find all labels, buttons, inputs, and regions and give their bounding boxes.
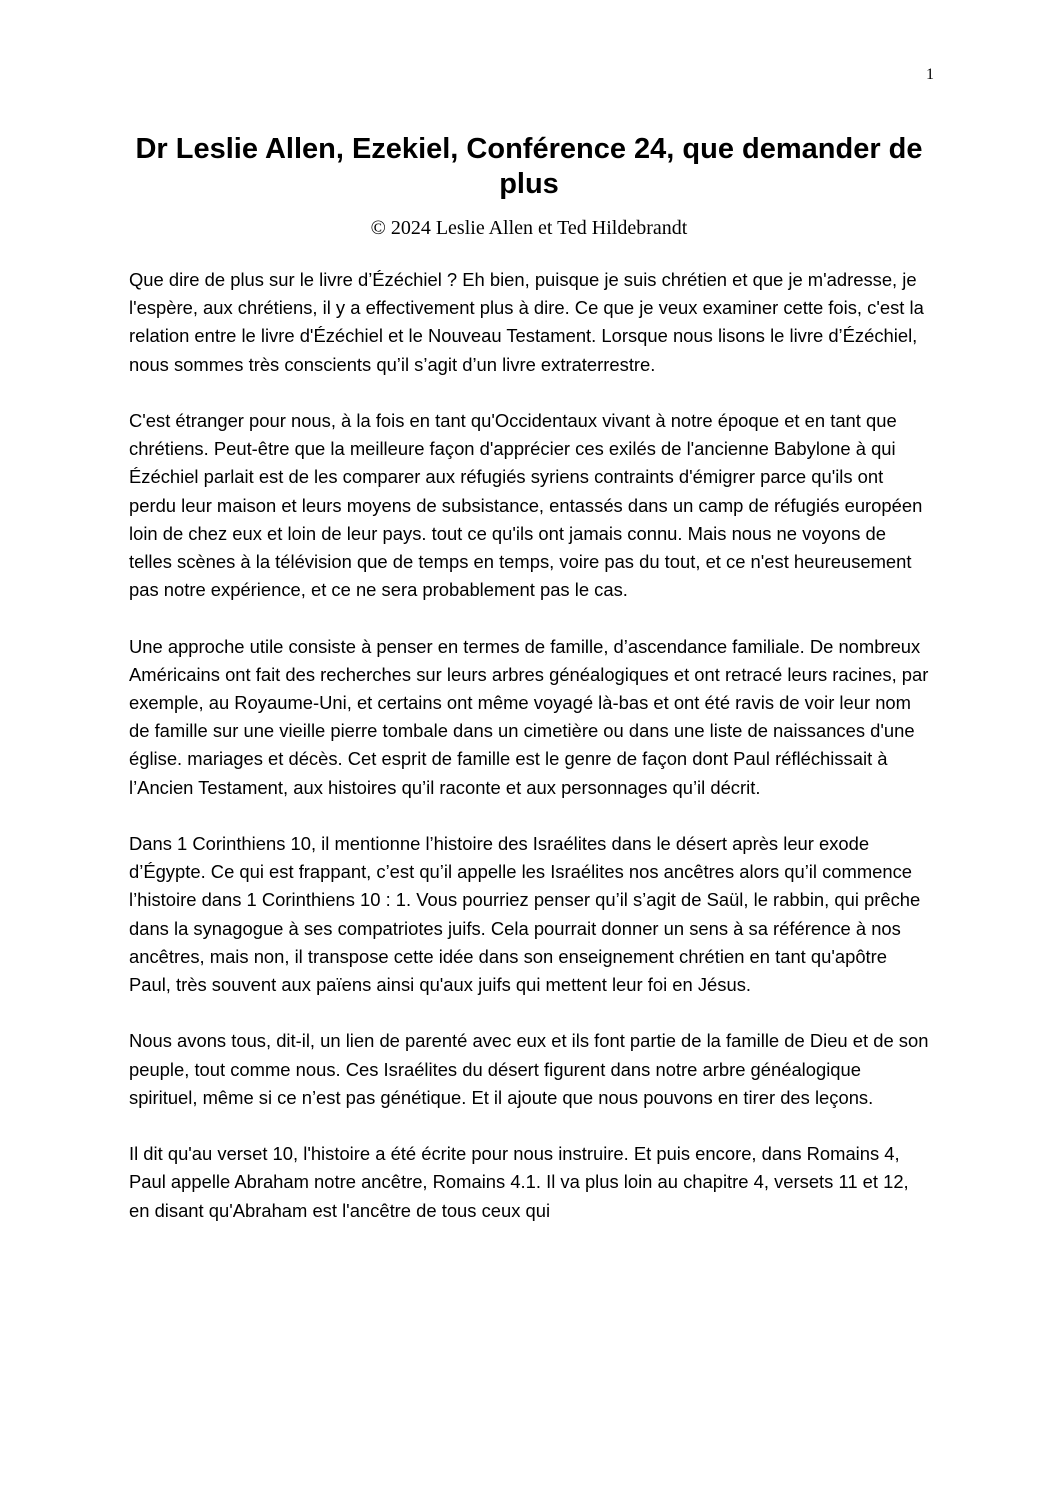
copyright-line: © 2024 Leslie Allen et Ted Hildebrandt [370,217,688,239]
document-body [129,266,931,1253]
paragraph: C'est étranger pour nous, à la fois en tant qu'Occidentaux vivant à notre époque et en tant que chrétiens. Peut-être que la meilleure façon d'apprécier ces exilés de l'ancienne Babylone à qui Ézéchiel parlait est de les comparer aux réfugiés syriens contraints d'émigrer parce qu'ils ont perdu leur maison et leurs moyens de subsistance, entassés dans un camp de réfugiés européen loin de chez eux et loin de leur pays. tout ce qu'ils ont jamais connu. Mais nous ne voyons de telles scènes à la télévision que de temps en temps, voire pas du tout, et ce n'est heureusement pas notre expérience, et ce ne sera probablement pas le cas. [129,410,923,601]
document-title: Dr Leslie Allen, Ezekiel, Conférence 24, que demander de plus [135,133,923,200]
paragraph: Il dit qu'au verset 10, l'histoire a été écrite pour nous instruire. Et puis encore, dans Romains 4, Paul appelle Abraham notre ancêtre, Romains 4.1. Il va plus loin au chapitre 4, versets 11 et 12, en disant qu'Abraham est l'ancêtre de tous ceux qui [129,1143,909,1221]
paragraph: Nous avons tous, dit-il, un lien de parenté avec eux et ils font partie de la famille de Dieu et de son peuple, tout comme nous. Ces Israélites du désert figurent dans notre arbre généalogique spirituel, même si ce n’est pas génétique. Et il ajoute que nous pouvons en tirer des leçons. [129,1030,929,1108]
page-number: 1 [926,66,934,83]
paragraph: Une approche utile consiste à penser en termes de famille, d’ascendance familiale. De nombreux Américains ont fait des recherches sur leurs arbres généalogiques et ont retracé leurs racines, par exemple, au Royaume-Uni, et certains ont même voyagé là-bas et ont été ravis de voir leur nom de famille sur une vieille pierre tombale dans un cimetière ou dans une liste de naissances d'une église. mariages et décès. Cet esprit de famille est le genre de façon dont Paul réfléchissait à l’Ancien Testament, aux histoires qu’il raconte et aux personnages qu’il décrit. [129,635,929,798]
paragraph: Dans 1 Corinthiens 10, il mentionne l’histoire des Israélites dans le désert après leur exode d’Égypte. Ce qui est frappant, c’est qu’il appelle les Israélites nos ancêtres alors qu’il commence l’histoire dans 1 Corinthiens 10 : 1. Vous pourriez penser qu’il s’agit de Saül, le rabbin, qui prêche dans la synagogue à ses compatriotes juifs. Cela pourrait donner un sens à sa référence à nos ancêtres, mais non, il transpose cette idée dans son enseignement chrétien en tant qu'apôtre Paul, très souvent aux païens ainsi qu'aux juifs qui mettent leur foi en Jésus. [129,833,921,996]
paragraph: Que dire de plus sur le livre d’Ézéchiel ? Eh bien, puisque je suis chrétien et que je m'adresse, je l'espère, aux chrétiens, il y a effectivement plus à dire. Ce que je veux examiner cette fois, c'est la relation entre le livre d'Ézéchiel et le Nouveau Testament. Lorsque nous lisons le livre d’Ézéchiel, nous sommes très conscients qu’il s’agit d’un livre extraterrestre. [129,269,924,375]
